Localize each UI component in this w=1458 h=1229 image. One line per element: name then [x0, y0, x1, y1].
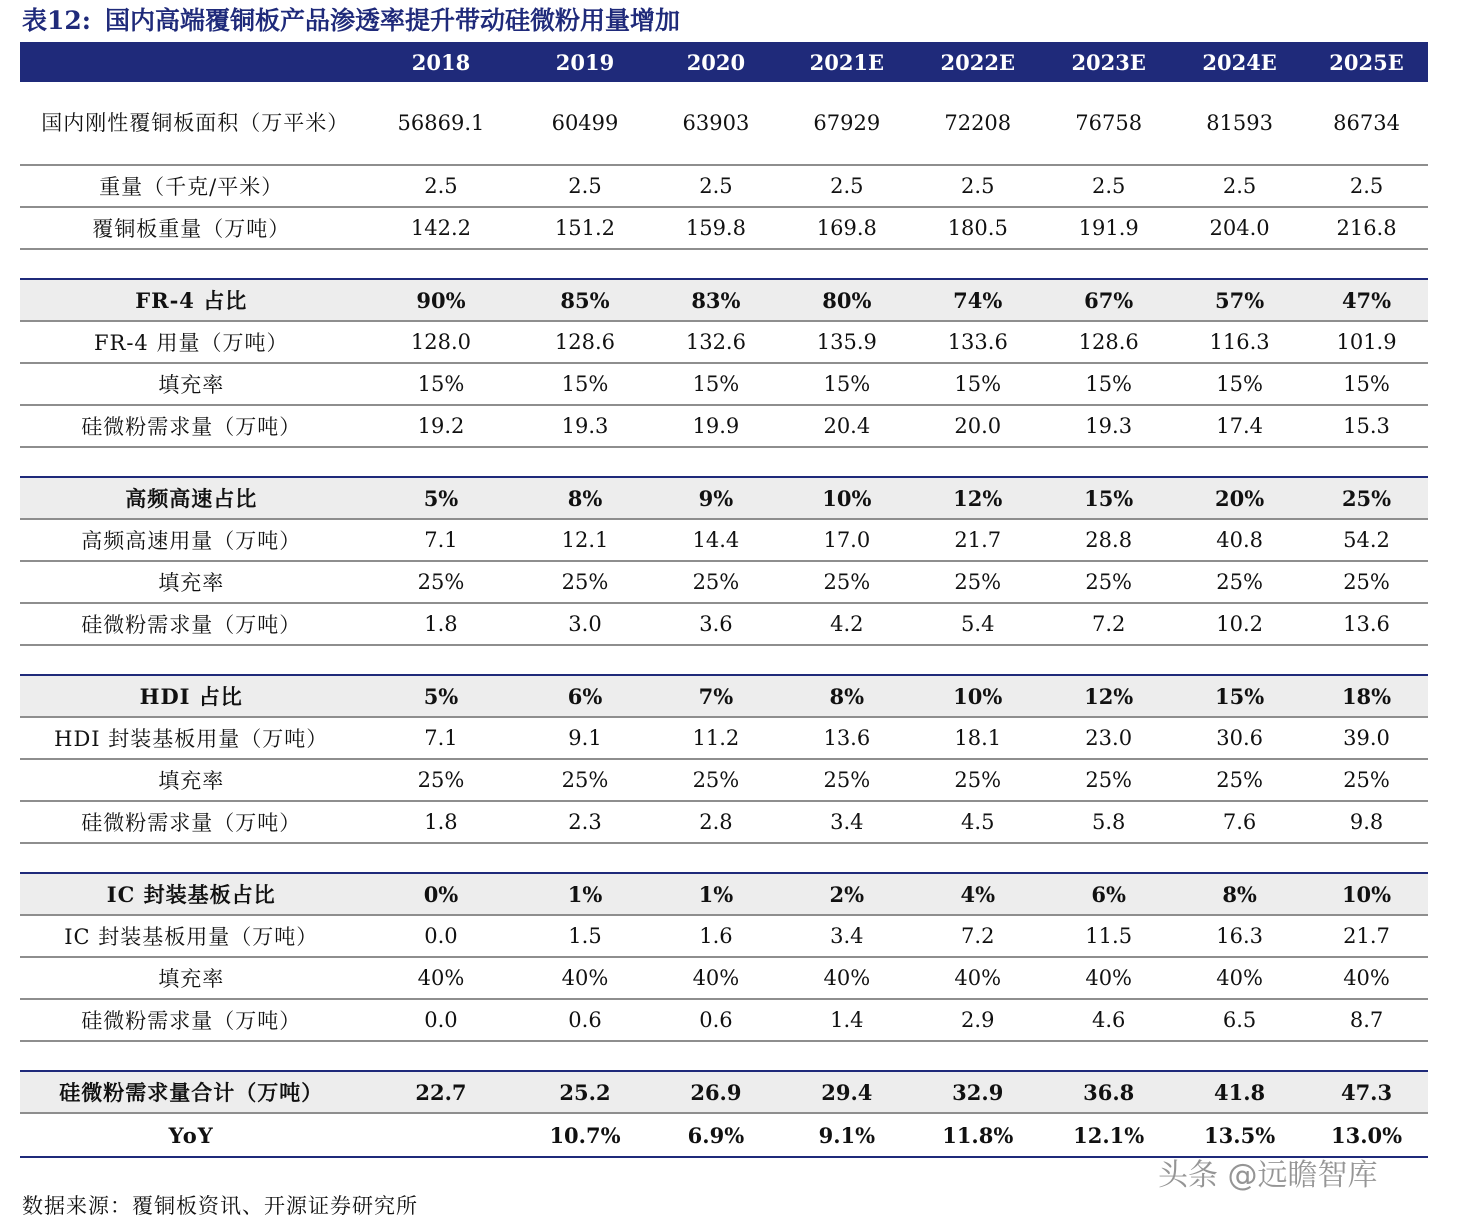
- table-cell: 19.9: [650, 405, 781, 447]
- table-cell: 21.7: [912, 519, 1043, 561]
- row-label: 硅微粉需求量合计（万吨）: [20, 1071, 362, 1113]
- spacer-row: [20, 1041, 1428, 1071]
- row-label: 填充率: [20, 363, 362, 405]
- table-row: [20, 405, 1428, 447]
- table-cell: 15%: [520, 363, 651, 405]
- table-cell: 7.1: [362, 717, 519, 759]
- table-cell: 12%: [912, 477, 1043, 519]
- row-label: IC 封装基板占比: [20, 873, 362, 915]
- table-cell: 12.1: [520, 519, 651, 561]
- table-cell: 76758: [1043, 82, 1174, 165]
- table-row: [20, 165, 1428, 207]
- header-year: 2024E: [1174, 42, 1305, 82]
- table-cell: 2.5: [1174, 165, 1305, 207]
- row-label: 重量（千克/平米）: [20, 165, 362, 207]
- table-cell: 25%: [362, 561, 519, 603]
- table-cell: 11.8%: [912, 1113, 1043, 1157]
- table-cell: 83%: [650, 279, 781, 321]
- table-cell: 21.7: [1305, 915, 1428, 957]
- table-cell: 1.8: [362, 603, 519, 645]
- table-cell: 25%: [1043, 561, 1174, 603]
- table-cell: 18%: [1305, 675, 1428, 717]
- table-cell: 25%: [1174, 561, 1305, 603]
- row-label: 硅微粉需求量（万吨）: [20, 801, 362, 843]
- table-cell: 128.6: [1043, 321, 1174, 363]
- table-cell: 9.1: [520, 717, 651, 759]
- table-cell: 8%: [520, 477, 651, 519]
- table-cell: 7.2: [912, 915, 1043, 957]
- total-row: [20, 1071, 1428, 1113]
- table-row: [20, 363, 1428, 405]
- table-cell: 40%: [1043, 957, 1174, 999]
- header-year: 2021E: [781, 42, 912, 82]
- table-cell: 80%: [781, 279, 912, 321]
- row-label: 填充率: [20, 561, 362, 603]
- table-cell: 2.5: [520, 165, 651, 207]
- row-label: 高频高速用量（万吨）: [20, 519, 362, 561]
- table-cell: 25%: [650, 561, 781, 603]
- table-cell: 25%: [912, 561, 1043, 603]
- header-year: 2018: [362, 42, 519, 82]
- row-label: 覆铜板重量（万吨）: [20, 207, 362, 249]
- table-cell: 15%: [362, 363, 519, 405]
- table-cell: 8%: [781, 675, 912, 717]
- table-cell: 216.8: [1305, 207, 1428, 249]
- row-label: FR-4 占比: [20, 279, 362, 321]
- table-cell: 159.8: [650, 207, 781, 249]
- table-cell: 18.1: [912, 717, 1043, 759]
- table-cell: 0.6: [650, 999, 781, 1041]
- table-cell: 25%: [1043, 759, 1174, 801]
- row-label: 硅微粉需求量（万吨）: [20, 603, 362, 645]
- table-cell: 17.4: [1174, 405, 1305, 447]
- table-cell: 56869.1: [362, 82, 519, 165]
- row-label: 高频高速占比: [20, 477, 362, 519]
- table-cell: 1%: [650, 873, 781, 915]
- table-cell: 10%: [912, 675, 1043, 717]
- table-cell: 6%: [1043, 873, 1174, 915]
- table-cell: 1.5: [520, 915, 651, 957]
- row-label: HDI 封装基板用量（万吨）: [20, 717, 362, 759]
- row-label: FR-4 用量（万吨）: [20, 321, 362, 363]
- table-cell: 4.6: [1043, 999, 1174, 1041]
- table-cell: 3.0: [520, 603, 651, 645]
- table-cell: 2.5: [1305, 165, 1428, 207]
- spacer-row: [20, 447, 1428, 477]
- table-cell: 40%: [1174, 957, 1305, 999]
- table-cell: 2.9: [912, 999, 1043, 1041]
- table-row: [20, 957, 1428, 999]
- table-cell: 25.2: [520, 1071, 651, 1113]
- table-cell: 116.3: [1174, 321, 1305, 363]
- table-row: [20, 603, 1428, 645]
- spacer-row: [20, 843, 1428, 873]
- table-cell: 40%: [362, 957, 519, 999]
- table-row: [20, 717, 1428, 759]
- spacer-cell: [20, 645, 1428, 675]
- table-title-text: 国内高端覆铜板产品渗透率提升带动硅微粉用量增加: [105, 6, 681, 35]
- table-cell: 36.8: [1043, 1071, 1174, 1113]
- table-cell: 9%: [650, 477, 781, 519]
- table-cell: 67%: [1043, 279, 1174, 321]
- table-row: [20, 207, 1428, 249]
- section-header-row: [20, 279, 1428, 321]
- row-label: 硅微粉需求量（万吨）: [20, 405, 362, 447]
- spacer-row: [20, 645, 1428, 675]
- table-cell: 28.8: [1043, 519, 1174, 561]
- table-cell: 204.0: [1174, 207, 1305, 249]
- spacer-row: [20, 249, 1428, 279]
- table-cell: 6%: [520, 675, 651, 717]
- table-cell: 3.4: [781, 915, 912, 957]
- table-cell: 10%: [1305, 873, 1428, 915]
- data-table: [20, 42, 1428, 1158]
- table-cell: 25%: [520, 561, 651, 603]
- table-cell: 0.0: [362, 915, 519, 957]
- table-cell: 1.4: [781, 999, 912, 1041]
- table-cell: 7.1: [362, 519, 519, 561]
- table-cell: 25%: [650, 759, 781, 801]
- table-cell: 6.9%: [650, 1113, 781, 1157]
- table-cell: 12%: [1043, 675, 1174, 717]
- table-row: [20, 759, 1428, 801]
- table-cell: 11.5: [1043, 915, 1174, 957]
- table-cell: 15%: [1043, 477, 1174, 519]
- table-cell: 180.5: [912, 207, 1043, 249]
- table-cell: 40%: [520, 957, 651, 999]
- table-cell: 25%: [1305, 477, 1428, 519]
- table-cell: 25%: [781, 759, 912, 801]
- row-label: 填充率: [20, 957, 362, 999]
- table-cell: 20.0: [912, 405, 1043, 447]
- table-cell: 13.5%: [1174, 1113, 1305, 1157]
- row-label: [20, 82, 362, 165]
- table-cell: 40%: [1305, 957, 1428, 999]
- table-cell: 135.9: [781, 321, 912, 363]
- table-cell: 85%: [520, 279, 651, 321]
- table-row: [20, 82, 1428, 165]
- table-cell: 4%: [912, 873, 1043, 915]
- header-corner: [20, 42, 362, 82]
- table-cell: 9.1%: [781, 1113, 912, 1157]
- table-cell: 19.3: [1043, 405, 1174, 447]
- table-title: [22, 2, 680, 40]
- header-row: [20, 42, 1428, 82]
- table-cell: 8.7: [1305, 999, 1428, 1041]
- table-cell: 13.0%: [1305, 1113, 1428, 1157]
- row-label: IC 封装基板用量（万吨）: [20, 915, 362, 957]
- table-cell: 169.8: [781, 207, 912, 249]
- table-cell: 29.4: [781, 1071, 912, 1113]
- section-header-row: [20, 477, 1428, 519]
- table-cell: 74%: [912, 279, 1043, 321]
- table-cell: 40%: [912, 957, 1043, 999]
- table-cell: 132.6: [650, 321, 781, 363]
- row-label: YoY: [20, 1113, 362, 1157]
- table-cell: 3.6: [650, 603, 781, 645]
- spacer-cell: [20, 249, 1428, 279]
- table-cell: 2.5: [1043, 165, 1174, 207]
- table-cell: 133.6: [912, 321, 1043, 363]
- table-cell: 0%: [362, 873, 519, 915]
- table-cell: 19.3: [520, 405, 651, 447]
- table-cell: 101.9: [1305, 321, 1428, 363]
- table-number: 表12:: [22, 6, 92, 35]
- table-row: [20, 999, 1428, 1041]
- table-cell: 7.2: [1043, 603, 1174, 645]
- table-cell: 5%: [362, 675, 519, 717]
- table-cell: 3.4: [781, 801, 912, 843]
- table-cell: 2.3: [520, 801, 651, 843]
- table-cell: 0.6: [520, 999, 651, 1041]
- table-cell: 41.8: [1174, 1071, 1305, 1113]
- table-cell: 13.6: [1305, 603, 1428, 645]
- table-cell: 15%: [650, 363, 781, 405]
- table-cell: 2.5: [650, 165, 781, 207]
- header-year: 2020: [650, 42, 781, 82]
- table-cell: 25%: [781, 561, 912, 603]
- table-cell: 30.6: [1174, 717, 1305, 759]
- section-header-row: [20, 675, 1428, 717]
- table-cell: 40%: [781, 957, 912, 999]
- section-header-row: [20, 873, 1428, 915]
- row-label: 硅微粉需求量（万吨）: [20, 999, 362, 1041]
- table-cell: 2%: [781, 873, 912, 915]
- table-cell: 60499: [520, 82, 651, 165]
- table-cell: 40%: [650, 957, 781, 999]
- watermark: 头条 @远瞻智库: [1158, 1158, 1378, 1193]
- table-cell: 14.4: [650, 519, 781, 561]
- table-cell: 1.8: [362, 801, 519, 843]
- table-cell: 5.4: [912, 603, 1043, 645]
- row-label: 填充率: [20, 759, 362, 801]
- table-cell: 81593: [1174, 82, 1305, 165]
- spacer-cell: [20, 1041, 1428, 1071]
- table-cell: 128.0: [362, 321, 519, 363]
- table-cell: 142.2: [362, 207, 519, 249]
- table-cell: 0.0: [362, 999, 519, 1041]
- table-cell: 47.3: [1305, 1071, 1428, 1113]
- table-row: [20, 801, 1428, 843]
- table-cell: 16.3: [1174, 915, 1305, 957]
- table-cell: 12.1%: [1043, 1113, 1174, 1157]
- table-cell: 8%: [1174, 873, 1305, 915]
- table-cell: 25%: [1174, 759, 1305, 801]
- table-cell: 10.2: [1174, 603, 1305, 645]
- table-cell: 72208: [912, 82, 1043, 165]
- table-cell: 9.8: [1305, 801, 1428, 843]
- table-cell: 191.9: [1043, 207, 1174, 249]
- table-cell: 151.2: [520, 207, 651, 249]
- header-year: 2022E: [912, 42, 1043, 82]
- table-cell: 25%: [520, 759, 651, 801]
- table-cell: 15.3: [1305, 405, 1428, 447]
- table-cell: 23.0: [1043, 717, 1174, 759]
- table-row: [20, 519, 1428, 561]
- table-cell: 90%: [362, 279, 519, 321]
- table-cell: 2.5: [912, 165, 1043, 207]
- table-cell: 86734: [1305, 82, 1428, 165]
- table-cell: 10%: [781, 477, 912, 519]
- table-cell: 128.6: [520, 321, 651, 363]
- table-cell: 2.5: [781, 165, 912, 207]
- table-cell: 19.2: [362, 405, 519, 447]
- table-cell: 15%: [1305, 363, 1428, 405]
- table-cell: 6.5: [1174, 999, 1305, 1041]
- table-cell: 15%: [1174, 363, 1305, 405]
- table-row: [20, 561, 1428, 603]
- table-cell: 15%: [781, 363, 912, 405]
- table-cell: 47%: [1305, 279, 1428, 321]
- table-cell: 5.8: [1043, 801, 1174, 843]
- table-cell: 20%: [1174, 477, 1305, 519]
- table-row: [20, 915, 1428, 957]
- table-cell: 54.2: [1305, 519, 1428, 561]
- table-row: [20, 321, 1428, 363]
- table-cell: 26.9: [650, 1071, 781, 1113]
- table-cell: 7.6: [1174, 801, 1305, 843]
- table-cell: 17.0: [781, 519, 912, 561]
- table-cell: 39.0: [1305, 717, 1428, 759]
- table-cell: 7%: [650, 675, 781, 717]
- table-cell: 15%: [912, 363, 1043, 405]
- table-cell: 13.6: [781, 717, 912, 759]
- table-cell: 2.5: [362, 165, 519, 207]
- table-cell: 57%: [1174, 279, 1305, 321]
- table-cell: 1.6: [650, 915, 781, 957]
- table-cell: 15%: [1043, 363, 1174, 405]
- data-source-note: 数据来源：覆铜板资讯、开源证券研究所: [22, 1194, 418, 1218]
- table-cell: 32.9: [912, 1071, 1043, 1113]
- table-cell: 20.4: [781, 405, 912, 447]
- table-cell: 11.2: [650, 717, 781, 759]
- table-cell: 25%: [912, 759, 1043, 801]
- table-cell: 25%: [362, 759, 519, 801]
- header-year: 2019: [520, 42, 651, 82]
- table-cell: 10.7%: [520, 1113, 651, 1157]
- table-cell: 4.2: [781, 603, 912, 645]
- table-cell: 4.5: [912, 801, 1043, 843]
- table-cell: 67929: [781, 82, 912, 165]
- table-cell: 40.8: [1174, 519, 1305, 561]
- header-year: 2023E: [1043, 42, 1174, 82]
- table-cell: 63903: [650, 82, 781, 165]
- table-cell: 1%: [520, 873, 651, 915]
- table-cell: 25%: [1305, 759, 1428, 801]
- table-cell: 2.8: [650, 801, 781, 843]
- row-label-text: 国内刚性覆铜板面积（万平米）: [41, 110, 350, 135]
- spacer-cell: [20, 843, 1428, 873]
- table-cell: [362, 1113, 519, 1157]
- table-cell: 5%: [362, 477, 519, 519]
- table-cell: 22.7: [362, 1071, 519, 1113]
- row-label: HDI 占比: [20, 675, 362, 717]
- spacer-cell: [20, 447, 1428, 477]
- table-cell: 25%: [1305, 561, 1428, 603]
- header-year: 2025E: [1305, 42, 1428, 82]
- table-cell: 15%: [1174, 675, 1305, 717]
